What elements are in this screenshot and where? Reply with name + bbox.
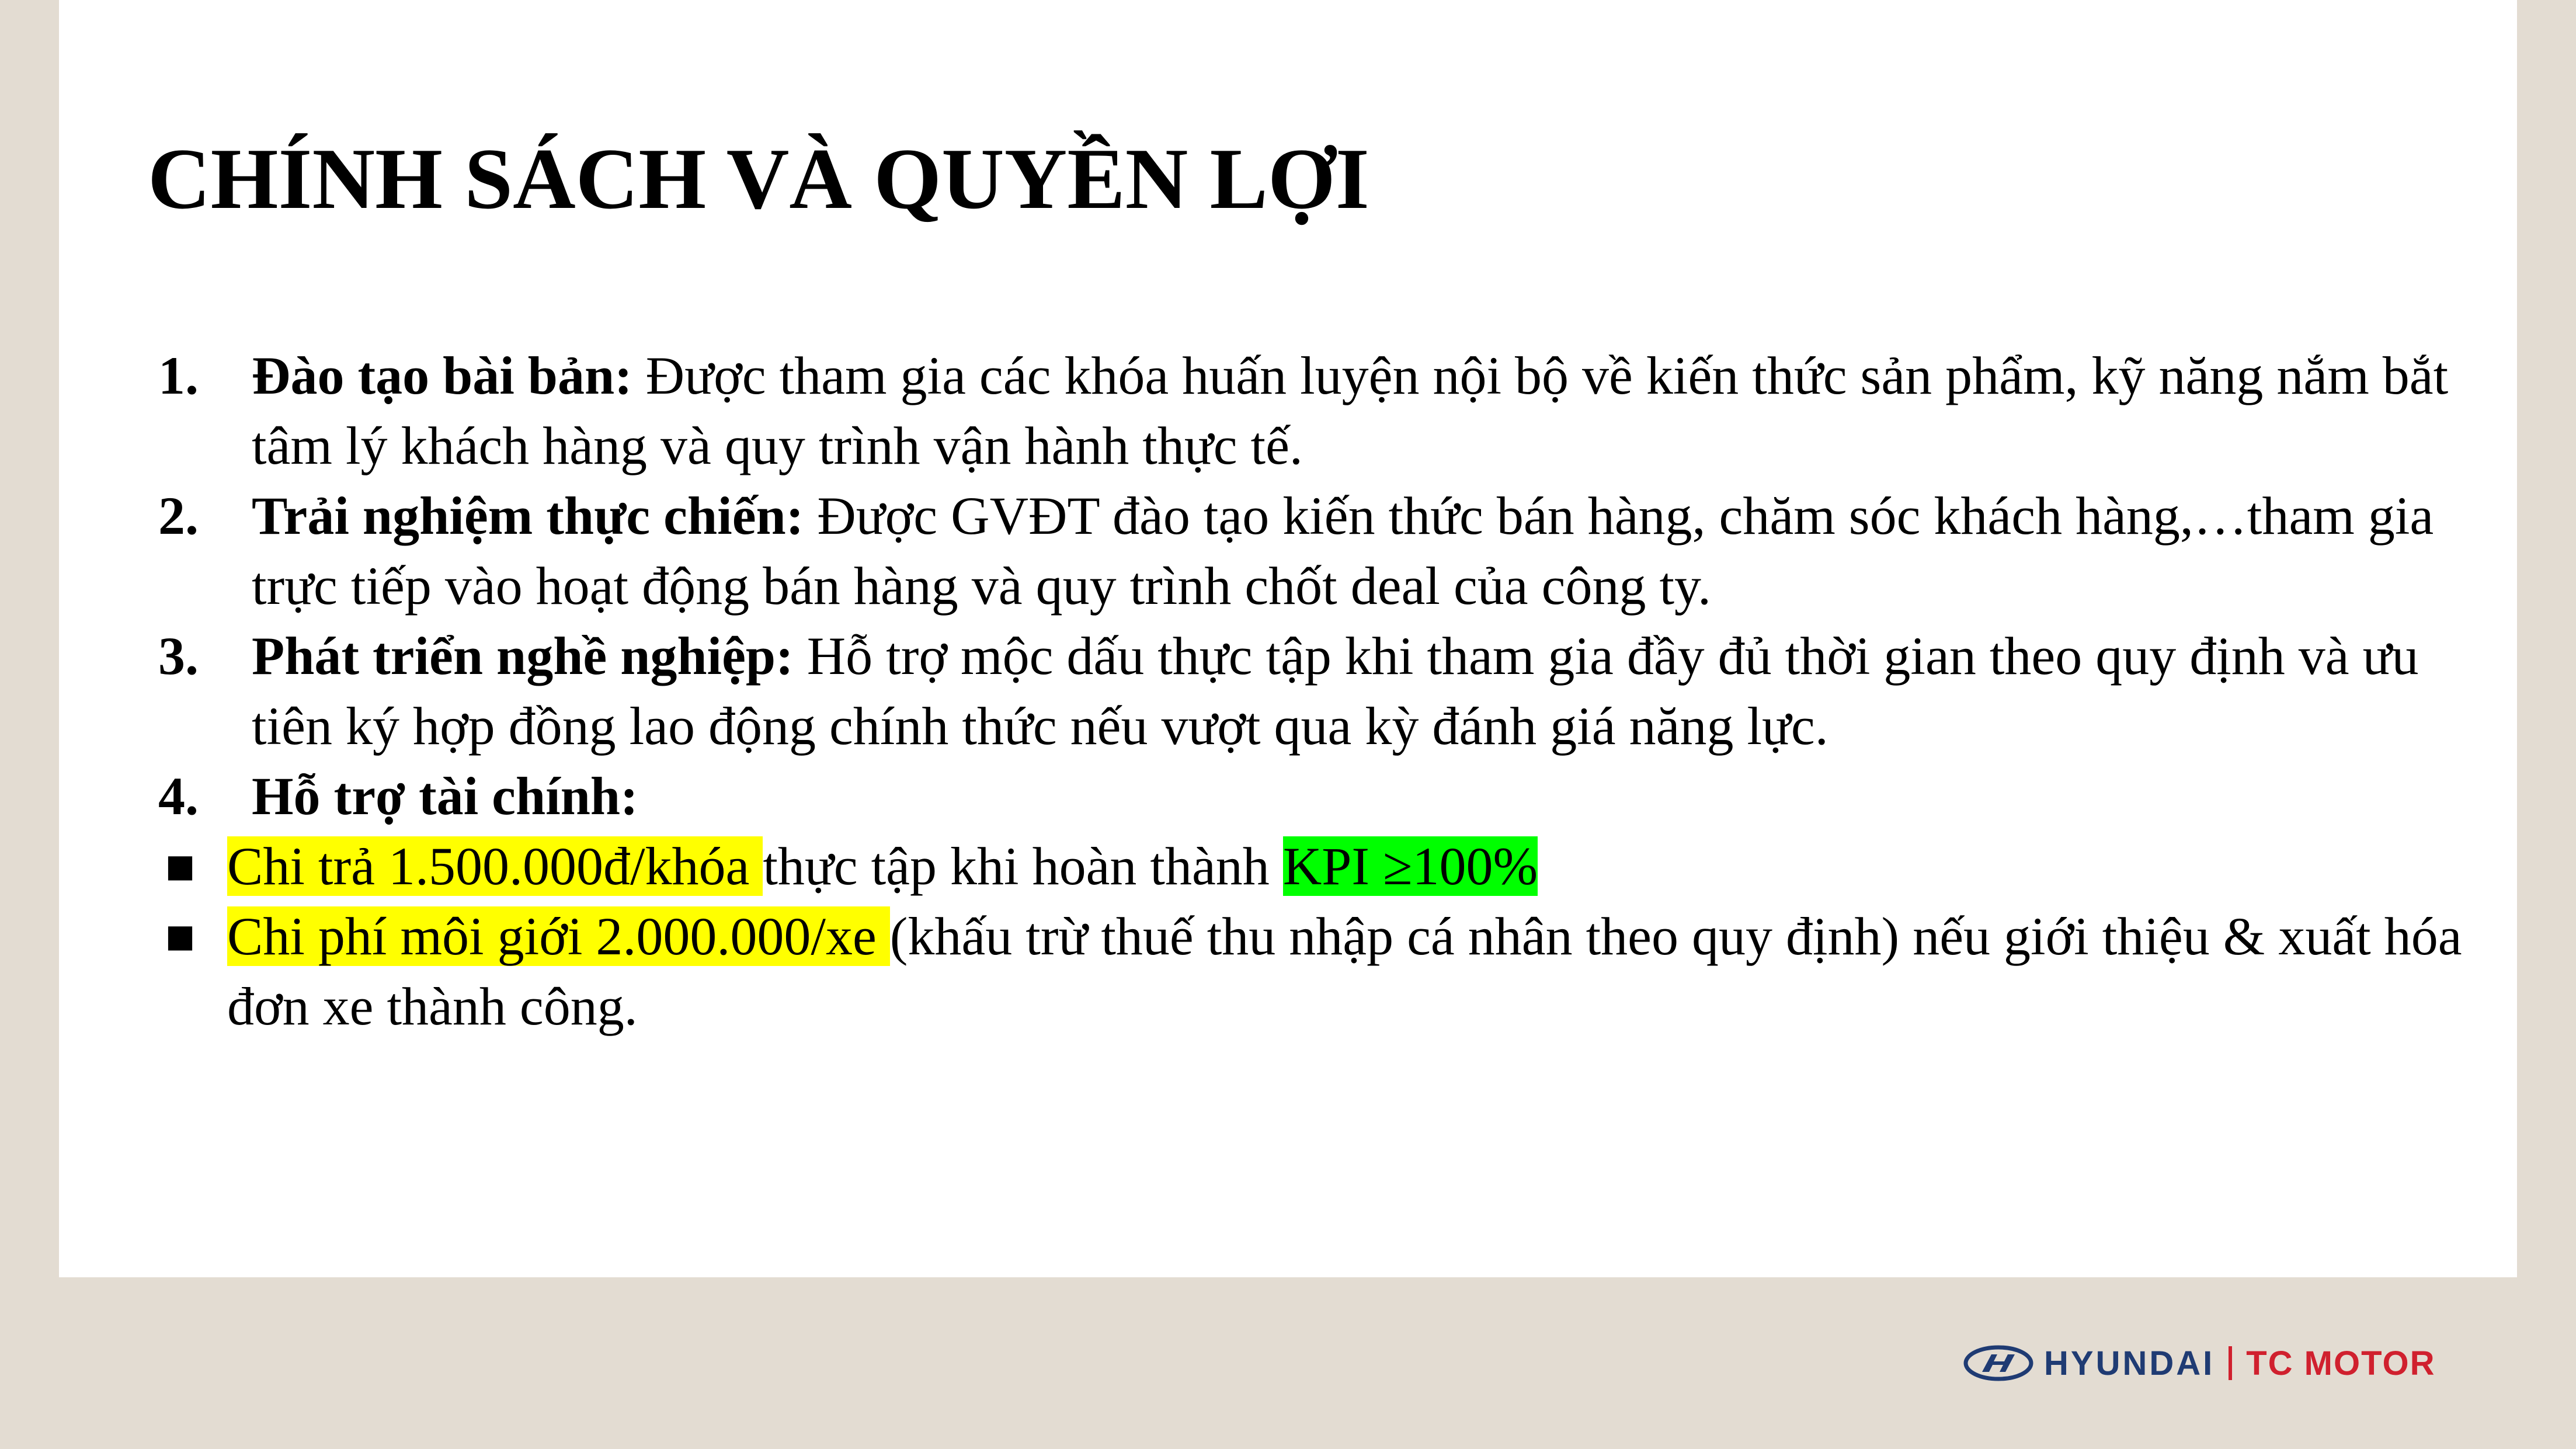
item-number: 4.: [158, 766, 199, 826]
hyundai-logo-icon: [1963, 1345, 2033, 1381]
item-heading: Trải nghiệm thực chiến:: [252, 486, 804, 545]
slide-content: [158, 340, 2506, 1041]
item-heading: Phát triển nghề nghiệp:: [252, 626, 794, 686]
item-text: Được tham gia các khóa huấn luyện nội bộ về kiến thức sản phẩm, kỹ năng nắm bắt tâm lý khách hàng và quy trình vận hành thực tế.: [252, 346, 2449, 475]
list-item: [158, 621, 2506, 761]
brand-logo: [1963, 1343, 2512, 1384]
bullet-square-icon: ■: [165, 847, 196, 884]
item-heading: Đào tạo bài bản:: [252, 346, 632, 405]
bullet-item: [158, 901, 2506, 1041]
tc-motor-wordmark: TC MOTOR: [2246, 1344, 2436, 1382]
bullet-item: [158, 831, 2506, 901]
highlighted-text: Chi phí môi giới 2.000.000/xe: [227, 906, 890, 966]
bullet-square-icon: ■: [165, 918, 196, 954]
bullet-text: (khấu trừ thuế thu nhập cá nhân theo quy định) nếu giới thiệu & xuất hóa đơn xe thành công.: [227, 906, 2462, 1036]
list-item: [158, 340, 2506, 481]
logo-divider: [2229, 1346, 2232, 1380]
item-heading: Hỗ trợ tài chính:: [252, 766, 638, 826]
list-item: [158, 481, 2506, 621]
item-number: 2.: [158, 486, 199, 545]
bullet-text: thực tập khi hoàn thành: [763, 836, 1283, 896]
slide-title: CHÍNH SÁCH VÀ QUYỀN LỢI: [148, 131, 1369, 227]
slide: [59, 0, 2517, 1277]
item-text: Được GVĐT đào tạo kiến thức bán hàng, chăm sóc khách hàng,…tham gia trực tiếp vào hoạt động bán hàng và quy trình chốt deal của công ty.: [252, 486, 2434, 616]
item-number: 1.: [158, 346, 199, 405]
item-text: Hỗ trợ mộc dấu thực tập khi tham gia đầy đủ thời gian theo quy định và ưu tiên ký hợp đồng lao động chính thức nếu vượt qua kỳ đánh giá năng lực.: [252, 626, 2419, 756]
kpi-highlight: KPI ≥100%: [1282, 836, 1538, 896]
highlighted-text: Chi trả 1.500.000đ/khóa: [227, 836, 763, 896]
hyundai-wordmark: HYUNDAI: [2044, 1344, 2215, 1382]
list-item: [158, 761, 2506, 831]
item-number: 3.: [158, 626, 199, 686]
